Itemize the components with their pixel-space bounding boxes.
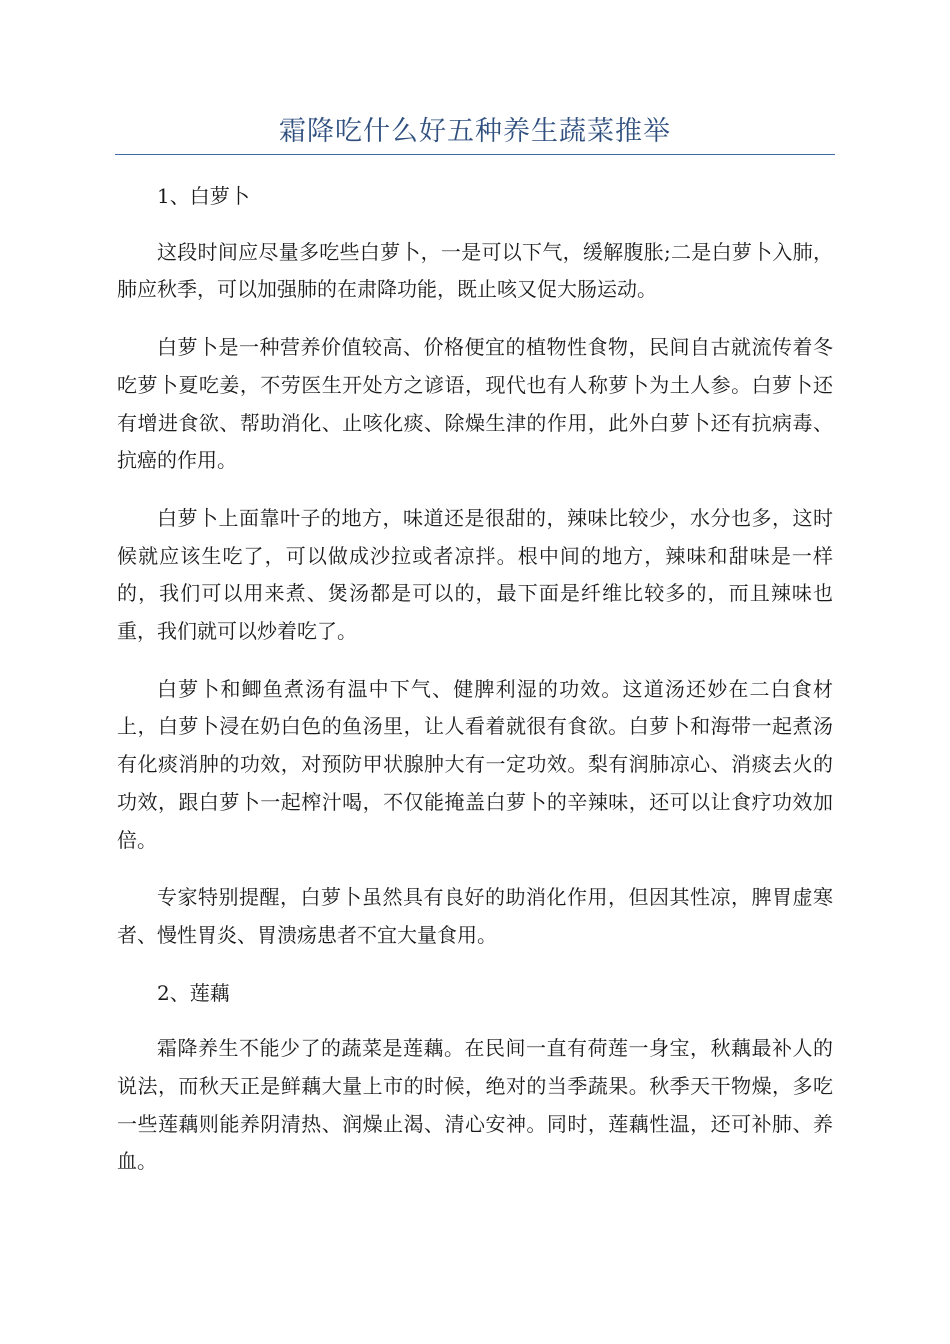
page-title: 霜降吃什么好五种养生蔬菜推举 — [279, 116, 671, 147]
document-body — [117, 178, 833, 1201]
paragraph: 白萝卜是一种营养价值较高、价格便宜的植物性食物，民间自古就流传着冬吃萝卜夏吃姜，不劳医生开处方之谚语，现代也有人称萝卜为土人参。白萝卜还有增进食欲、帮助消化、止咳化痰、除燥生津的作用，此外白萝卜还有抗病毒、抗癌的作用。 — [117, 335, 833, 473]
paragraph: 霜降养生不能少了的蔬菜是莲藕。在民间一直有荷莲一身宝，秋藕最补人的说法，而秋天正是鲜藕大量上市的时候，绝对的当季蔬果。秋季天干物燥，多吃一些莲藕则能养阴清热、润燥止渴、清心安神。同时，莲藕性温，还可补肺、养血。 — [117, 1036, 833, 1174]
section-heading-2: 2、莲藕 — [157, 980, 230, 1005]
paragraph: 这段时间应尽量多吃些白萝卜，一是可以下气，缓解腹胀;二是白萝卜入肺，肺应秋季，可以加强肺的在肃降功能，既止咳又促大肠运动。 — [117, 239, 833, 302]
title-underline — [115, 154, 835, 155]
section-heading-1: 1、白萝卜 — [157, 184, 250, 208]
paragraph: 白萝卜上面靠叶子的地方，味道还是很甜的，辣味比较少，水分也多，这时候就应该生吃了，可以做成沙拉或者凉拌。根中间的地方，辣味和甜味是一样的，我们可以用来煮、煲汤都是可以的，最下面是纤维比较多的，而且辣味也重，我们就可以炒着吃了。 — [117, 505, 833, 644]
paragraph: 专家特别提醒，白萝卜虽然具有良好的助消化作用，但因其性凉，脾胃虚寒者、慢性胃炎、胃溃疡患者不宜大量食用。 — [117, 885, 833, 947]
paragraph: 白萝卜和鲫鱼煮汤有温中下气、健脾利湿的功效。这道汤还妙在二白食材上，白萝卜浸在奶白色的鱼汤里，让人看着就很有食欲。白萝卜和海带一起煮汤有化痰消肿的功效，对预防甲状腺肿大有一定功效。梨有润肺凉心、消痰去火的功效，跟白萝卜一起榨汁喝，不仅能掩盖白萝卜的辛辣味，还可以让食疗功效加倍。 — [117, 676, 833, 852]
